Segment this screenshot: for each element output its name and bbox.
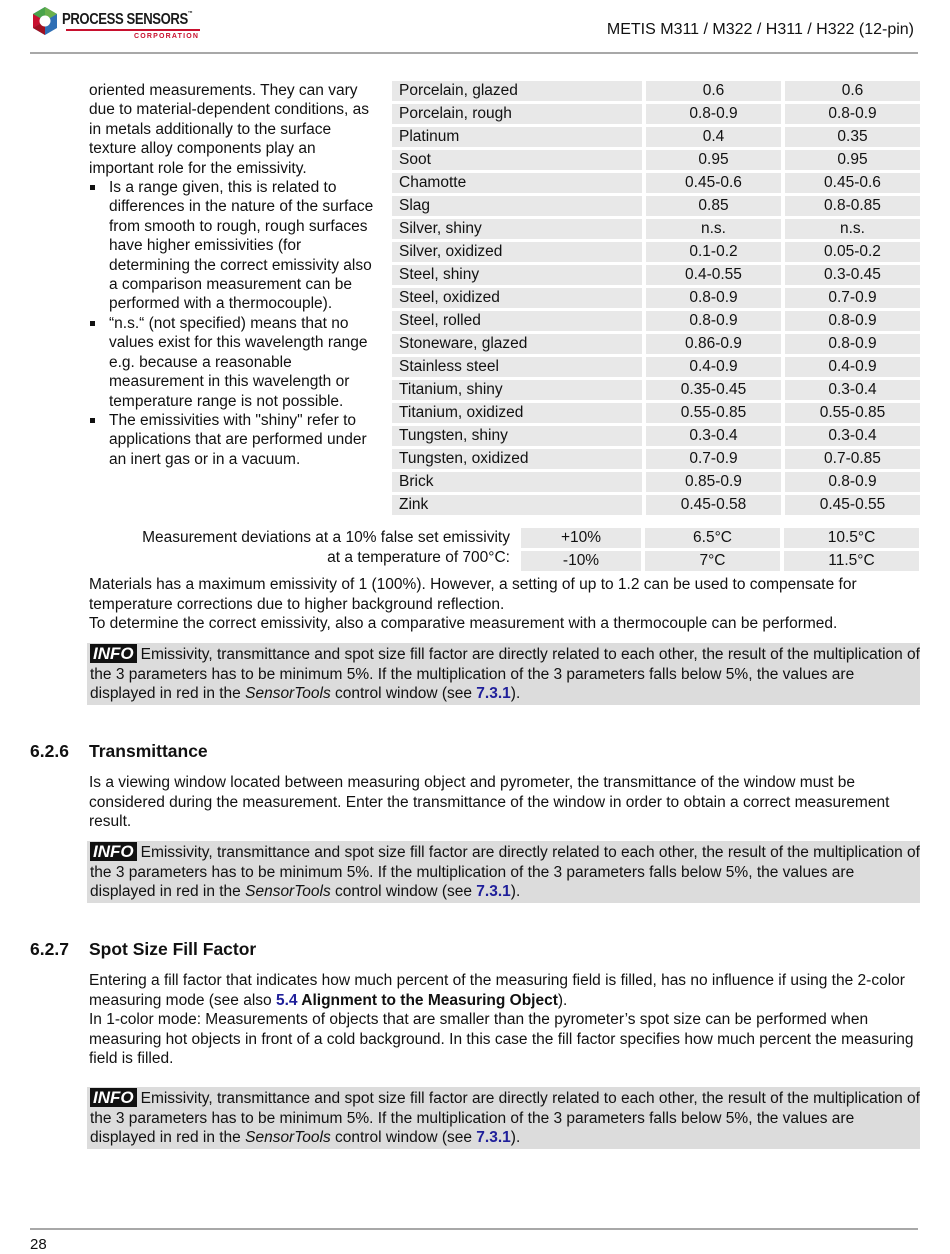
emissivity-row bbox=[392, 403, 920, 423]
info-box bbox=[87, 841, 920, 903]
section-link-7-3-1[interactable]: 7.3.1 bbox=[476, 1129, 511, 1146]
emissivity-value-2: 0.05-0.2 bbox=[785, 242, 920, 262]
sensortools-name: SensorTools bbox=[245, 685, 331, 702]
emissivity-value-1: 0.86-0.9 bbox=[646, 334, 781, 354]
material-name: Zink bbox=[392, 495, 642, 515]
material-name: Titanium, shiny bbox=[392, 380, 642, 400]
emissivity-value-2: 0.45-0.6 bbox=[785, 173, 920, 193]
material-name: Silver, oxidized bbox=[392, 242, 642, 262]
info-badge: INFO bbox=[90, 1088, 137, 1107]
transmittance-text: Is a viewing window located between measuring object and pyrometer, the transmittance of the window must be considered during the measurement. Enter the transmittance of the window in order to obtain a correct measurement result. bbox=[89, 774, 890, 830]
emissivity-value-1: 0.8-0.9 bbox=[646, 288, 781, 308]
emissivity-row bbox=[392, 426, 920, 446]
section-link-7-3-1[interactable]: 7.3.1 bbox=[476, 883, 511, 900]
material-name: Slag bbox=[392, 196, 642, 216]
emissivity-row bbox=[392, 449, 920, 469]
sensortools-name: SensorTools bbox=[245, 883, 331, 900]
emissivity-row bbox=[392, 150, 920, 170]
logo-wordmark: PROCESS SENSORS™ bbox=[62, 11, 193, 28]
emissivity-value-2: 0.45-0.55 bbox=[785, 495, 920, 515]
section-title: Transmittance bbox=[89, 741, 208, 761]
material-name: Tungsten, shiny bbox=[392, 426, 642, 446]
deviation-label bbox=[142, 528, 510, 568]
emissivity-value-1: 0.8-0.9 bbox=[646, 104, 781, 124]
info-text-end: ). bbox=[510, 1129, 521, 1146]
emissivity-value-2: n.s. bbox=[785, 219, 920, 239]
emissivity-row bbox=[392, 265, 920, 285]
section-heading-transmittance bbox=[30, 741, 208, 762]
sensortools-name: SensorTools bbox=[245, 1129, 331, 1146]
material-name: Steel, shiny bbox=[392, 265, 642, 285]
emissivity-value-1: 0.4 bbox=[646, 127, 781, 147]
deviation-value-2: 10.5°C bbox=[784, 528, 919, 548]
emissivity-value-2: 0.7-0.9 bbox=[785, 288, 920, 308]
emissivity-value-2: 0.8-0.9 bbox=[785, 311, 920, 331]
page-number: 28 bbox=[30, 1236, 47, 1253]
info-text-mid: control window (see bbox=[330, 685, 477, 702]
material-name: Platinum bbox=[392, 127, 642, 147]
emissivity-value-2: 0.4-0.9 bbox=[785, 357, 920, 377]
info-box bbox=[87, 1087, 920, 1149]
info-text: Emissivity, transmittance and spot size fill factor are directly related to each other, the result of the multiplication of the 3 parameters has to be minimum 5%. If the multiplication of the 3 parameters falls below 5%, the values are displayed in red in the bbox=[90, 844, 920, 900]
emissivity-row bbox=[392, 127, 920, 147]
emissivity-value-1: 0.6 bbox=[646, 81, 781, 101]
emissivity-value-2: 0.8-0.9 bbox=[785, 472, 920, 492]
emissivity-row bbox=[392, 357, 920, 377]
material-name: Chamotte bbox=[392, 173, 642, 193]
footer-divider bbox=[30, 1228, 918, 1230]
emissivity-value-1: 0.4-0.9 bbox=[646, 357, 781, 377]
transmittance-body bbox=[89, 773, 919, 832]
deviation-value-2: 11.5°C bbox=[784, 551, 919, 571]
section-number: 6.2.7 bbox=[30, 939, 69, 959]
emissivity-value-1: 0.85 bbox=[646, 196, 781, 216]
note-range: Is a range given, this is related to differences in the nature of the surface from smooth to rough, rough surfaces have higher emissivities (for determining the correct emissivity also a comparison measurement can be performed with a thermocouple). bbox=[89, 178, 381, 314]
deviation-row bbox=[521, 551, 919, 571]
emissivity-value-1: 0.1-0.2 bbox=[646, 242, 781, 262]
material-name: Steel, rolled bbox=[392, 311, 642, 331]
emissivity-value-2: 0.55-0.85 bbox=[785, 403, 920, 423]
emissivity-row bbox=[392, 472, 920, 492]
emissivity-value-1: 0.7-0.9 bbox=[646, 449, 781, 469]
section-link-5-4[interactable]: 5.4 bbox=[275, 991, 298, 1009]
emissivity-value-1: 0.3-0.4 bbox=[646, 426, 781, 446]
emissivity-row bbox=[392, 196, 920, 216]
emissivity-max-notes bbox=[89, 575, 919, 634]
emissivity-notes-column bbox=[89, 81, 381, 469]
max-emissivity-note: Materials has a maximum emissivity of 1 (100%). However, a setting of up to 1.2 can be used to compensate for temperature corrections due to higher background reflection. bbox=[89, 576, 857, 613]
emissivity-value-2: 0.7-0.85 bbox=[785, 449, 920, 469]
emissivity-value-2: 0.8-0.9 bbox=[785, 334, 920, 354]
emissivity-value-2: 0.95 bbox=[785, 150, 920, 170]
emissivity-value-1: 0.35-0.45 bbox=[646, 380, 781, 400]
note-not-specified: “n.s.“ (not specified) means that no values exist for this wavelength range e.g. because a reasonable measurement in this wavelength or temperature range is not possible. bbox=[89, 314, 381, 411]
section-number: 6.2.6 bbox=[30, 741, 69, 761]
emissivity-value-1: 0.45-0.6 bbox=[646, 173, 781, 193]
emissivity-value-2: 0.6 bbox=[785, 81, 920, 101]
emissivity-value-1: 0.45-0.58 bbox=[646, 495, 781, 515]
info-box bbox=[87, 643, 920, 705]
emissivity-row bbox=[392, 104, 920, 124]
material-name: Titanium, oxidized bbox=[392, 403, 642, 423]
info-text-mid: control window (see bbox=[330, 1129, 477, 1146]
material-name: Brick bbox=[392, 472, 642, 492]
alignment-section-title: Alignment to the Measuring Object bbox=[297, 991, 558, 1009]
emissivity-row bbox=[392, 219, 920, 239]
section-title: Spot Size Fill Factor bbox=[89, 939, 257, 959]
info-badge: INFO bbox=[90, 644, 137, 663]
info-text-end: ). bbox=[510, 685, 521, 702]
deviation-label-line1: Measurement deviations at a 10% false set emissivity bbox=[142, 529, 510, 546]
emissivity-table bbox=[388, 78, 924, 518]
logo-underline bbox=[66, 29, 200, 31]
emissivity-row bbox=[392, 173, 920, 193]
note-shiny: The emissivities with "shiny" refer to applications that are performed under an inert gas or in a vacuum. bbox=[89, 411, 381, 469]
emissivity-row bbox=[392, 242, 920, 262]
logo-subtitle: CORPORATION bbox=[134, 33, 200, 40]
emissivity-value-1: 0.4-0.55 bbox=[646, 265, 781, 285]
fill-factor-text: Entering a fill factor that indicates how much percent of the measuring field is filled, has no influence if using the 2-color measuring mode (see also bbox=[89, 972, 905, 1009]
material-name: Stainless steel bbox=[392, 357, 642, 377]
intro-paragraph: oriented measurements. They can vary due to material-dependent conditions, as in metals additionally to the surface texture alloy components play an important role for the emissivity. bbox=[89, 82, 370, 177]
emissivity-value-1: 0.55-0.85 bbox=[646, 403, 781, 423]
notes-list bbox=[89, 178, 381, 469]
header-divider bbox=[30, 52, 918, 54]
deviation-table bbox=[517, 525, 923, 574]
hexagon-logo-icon bbox=[30, 6, 60, 36]
deviation-percent: -10% bbox=[521, 551, 641, 571]
emissivity-value-1: 0.8-0.9 bbox=[646, 311, 781, 331]
emissivity-row bbox=[392, 311, 920, 331]
fill-factor-text-end: ). bbox=[557, 991, 568, 1009]
material-name: Tungsten, oxidized bbox=[392, 449, 642, 469]
emissivity-row bbox=[392, 81, 920, 101]
section-link-7-3-1[interactable]: 7.3.1 bbox=[476, 685, 511, 702]
deviation-value-1: 7°C bbox=[645, 551, 780, 571]
info-text: Emissivity, transmittance and spot size fill factor are directly related to each other, the result of the multiplication of the 3 parameters has to be minimum 5%. If the multiplication of the 3 parameters falls below 5%, the values are displayed in red in the bbox=[90, 646, 920, 702]
emissivity-value-1: 0.85-0.9 bbox=[646, 472, 781, 492]
material-name: Steel, oxidized bbox=[392, 288, 642, 308]
deviation-value-1: 6.5°C bbox=[645, 528, 780, 548]
emissivity-value-2: 0.8-0.9 bbox=[785, 104, 920, 124]
document-title: METIS M311 / M322 / H311 / H322 (12-pin) bbox=[606, 21, 914, 38]
material-name: Porcelain, rough bbox=[392, 104, 642, 124]
info-text-mid: control window (see bbox=[330, 883, 477, 900]
emissivity-value-2: 0.35 bbox=[785, 127, 920, 147]
emissivity-value-1: n.s. bbox=[646, 219, 781, 239]
info-text-end: ). bbox=[510, 883, 521, 900]
material-name: Soot bbox=[392, 150, 642, 170]
emissivity-row bbox=[392, 288, 920, 308]
material-name: Silver, shiny bbox=[392, 219, 642, 239]
emissivity-row bbox=[392, 495, 920, 515]
thermocouple-note: To determine the correct emissivity, also a comparative measurement with a thermocouple can be performed. bbox=[89, 615, 838, 632]
emissivity-value-2: 0.3-0.45 bbox=[785, 265, 920, 285]
section-heading-spot-size bbox=[30, 939, 256, 960]
emissivity-value-1: 0.95 bbox=[646, 150, 781, 170]
material-name: Porcelain, glazed bbox=[392, 81, 642, 101]
one-color-mode-paragraph: In 1-color mode: Measurements of objects that are smaller than the pyrometer’s spot size can be performed when measuring hot objects in front of a cold background. In this case the fill factor specifies how much percent the measuring field is filled. bbox=[89, 1011, 914, 1067]
deviation-row bbox=[521, 528, 919, 548]
emissivity-value-2: 0.3-0.4 bbox=[785, 380, 920, 400]
deviation-percent: +10% bbox=[521, 528, 641, 548]
emissivity-value-2: 0.8-0.85 bbox=[785, 196, 920, 216]
info-badge: INFO bbox=[90, 842, 137, 861]
emissivity-row bbox=[392, 334, 920, 354]
emissivity-value-2: 0.3-0.4 bbox=[785, 426, 920, 446]
fill-factor-paragraph bbox=[89, 971, 919, 1010]
info-text: Emissivity, transmittance and spot size fill factor are directly related to each other, the result of the multiplication of the 3 parameters has to be minimum 5%. If the multiplication of the 3 parameters falls below 5%, the values are displayed in red in the bbox=[90, 1090, 920, 1146]
deviation-label-line2: at a temperature of 700°C: bbox=[327, 549, 510, 566]
company-logo bbox=[30, 6, 200, 44]
material-name: Stoneware, glazed bbox=[392, 334, 642, 354]
emissivity-row bbox=[392, 380, 920, 400]
spot-size-body bbox=[89, 971, 919, 1069]
